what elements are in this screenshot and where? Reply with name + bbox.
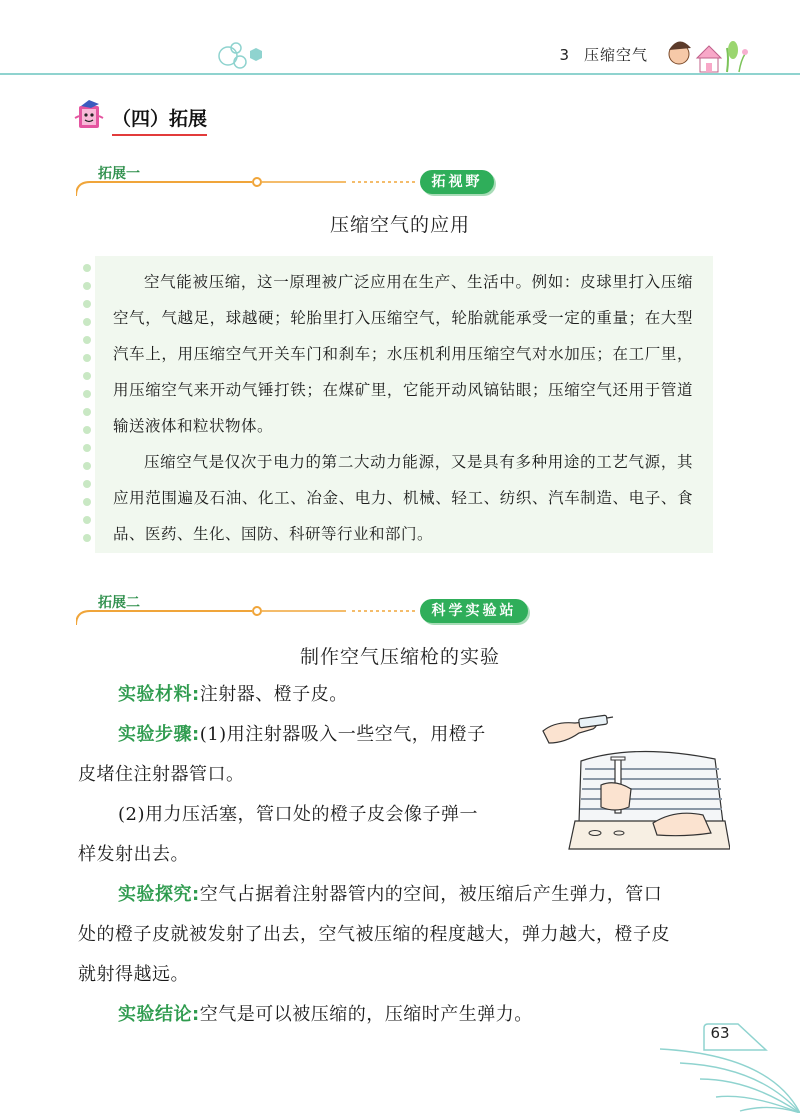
chapter-title: 压缩空气 — [583, 46, 648, 64]
ext2-badge: 科学实验站 — [420, 599, 528, 623]
explore-text-2: 处的橙子皮就被发射了出去，空气被压缩的程度越大，弹力越大，橙子皮 — [78, 924, 670, 945]
conclusion-line — [118, 997, 533, 1033]
explore-line-1 — [118, 877, 662, 913]
step2-text-2: 样发射出去。 — [78, 844, 189, 865]
ext1-label: 拓展一 — [98, 166, 140, 182]
materials-line — [118, 677, 348, 713]
explore-label: 实验探究: — [118, 884, 200, 905]
ext1-text — [113, 264, 693, 552]
ext1-title: 压缩空气的应用 — [329, 214, 470, 236]
ext1-divider — [76, 170, 436, 200]
explore-text-3: 就射得越远。 — [78, 964, 189, 985]
book-mascot-icon — [73, 98, 107, 132]
cartoon-house-icon — [665, 28, 755, 76]
page-number: 63 — [710, 1024, 730, 1042]
footer-decoration — [620, 1045, 800, 1113]
conclusion-label: 实验结论: — [118, 1004, 200, 1025]
chapter-header — [559, 44, 648, 65]
section-title: （四）拓展 — [112, 104, 207, 136]
ext2-title: 制作空气压缩枪的实验 — [299, 646, 500, 668]
ext1-content-box — [95, 256, 713, 553]
step2-text-1: (2)用力压活塞，管口处的橙子皮会像子弹一 — [118, 804, 478, 825]
steps-label: 实验步骤: — [118, 724, 200, 745]
explore-text-1: 空气占据着注射器管内的空间，被压缩后产生弹力，管口 — [199, 884, 663, 905]
ext2-divider — [76, 599, 436, 629]
materials-label: 实验材料: — [118, 684, 200, 705]
steps-line-1 — [118, 717, 486, 753]
ext1-badge: 拓视野 — [420, 170, 494, 194]
ext1-paragraph-1: 空气能被压缩，这一原理被广泛应用在生产、生活中。例如：皮球里打入压缩空气，气越足，球越硬；轮胎里打入压缩空气，轮胎就能承受一定的重量；在大型汽车上，用压缩空气开关车门和刹车；水压机利用压缩空气对水加压；在工厂里，用压缩空气来开动气锤打铁；在煤矿里，它能开动风镐钻眼；压缩空气还用于管道输送液体和粒状物体。 — [113, 273, 693, 435]
syringe-experiment-illustration — [535, 703, 730, 853]
materials-text: 注射器、橙子皮。 — [199, 684, 348, 705]
step1-text-2: 皮堵住注射器管口。 — [78, 764, 245, 785]
ext1-paragraph-2: 压缩空气是仅次于电力的第二大动力能源，又是具有多种用途的工艺气源，其应用范围遍及石油、化工、冶金、电力、机械、轻工、纺织、汽车制造、电子、食品、医药、生化、国防、科研等行业和部门。 — [113, 453, 693, 543]
decorative-dots — [80, 262, 94, 552]
chapter-number: 3 — [559, 46, 570, 64]
step1-text-1: (1)用注射器吸入一些空气，用橙子 — [199, 724, 486, 745]
ext2-label: 拓展二 — [98, 595, 140, 611]
conclusion-text: 空气是可以被压缩的，压缩时产生弹力。 — [199, 1004, 533, 1025]
